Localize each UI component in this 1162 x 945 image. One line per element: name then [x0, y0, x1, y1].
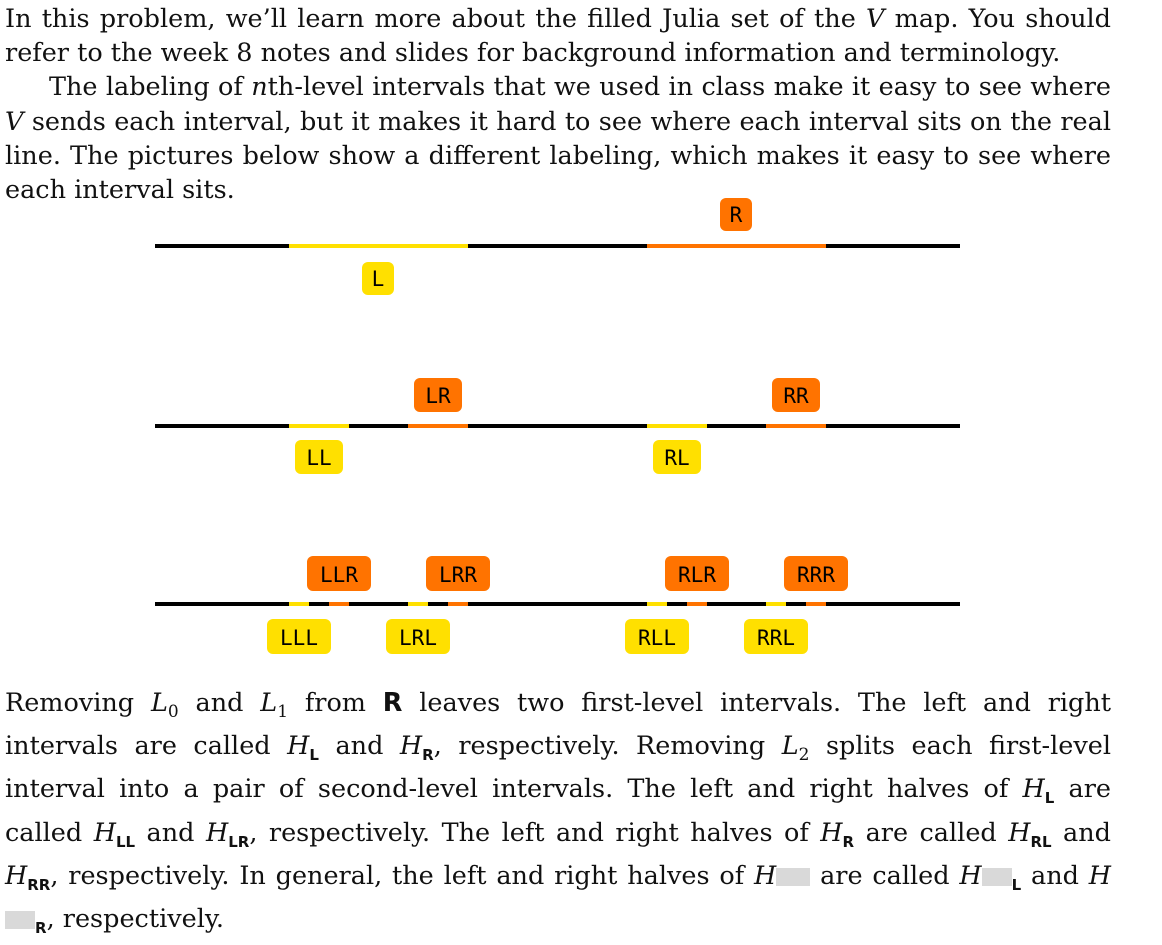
outro-text-5: and	[335, 731, 384, 762]
label-LRR	[426, 556, 490, 591]
label-RRR	[784, 556, 848, 591]
svg-text:RL: RL	[664, 446, 690, 470]
blank-placeholder	[776, 868, 810, 886]
label-RL	[653, 440, 701, 474]
label-LL	[295, 440, 343, 474]
svg-text:LL: LL	[306, 446, 332, 470]
outro-text-3: from	[304, 688, 366, 718]
svg-text:LRR: LRR	[439, 563, 477, 587]
label-LLL	[267, 619, 331, 654]
outro-text-12: and	[1063, 817, 1111, 848]
outro-text-8: are called	[5, 774, 1112, 848]
math-L0: $L_0$	[150, 688, 179, 722]
svg-text:RLR: RLR	[678, 563, 716, 587]
level-3-group	[155, 556, 960, 654]
svg-text:RR: RR	[783, 384, 809, 408]
label-R	[720, 198, 752, 231]
outro-text-7: splits each first-level interval into a pair of second-level intervals. The left and right halves of	[5, 731, 1112, 805]
svg-text:L: L	[371, 267, 385, 291]
outro-text-2: and	[195, 688, 244, 718]
intro-text-2a: The labeling of	[49, 72, 243, 103]
math-reals: R	[382, 688, 403, 718]
math-H-blank-L: H $_L$	[959, 860, 1022, 894]
math-L2: $L_2$	[781, 731, 810, 766]
intro-text-2b: th-level intervals that we used in class make it easy to see where	[267, 72, 1111, 103]
math-HL-2: $H_L$	[1022, 774, 1055, 808]
svg-text:RLL: RLL	[638, 626, 676, 650]
svg-text:R: R	[729, 203, 743, 227]
math-HR-2: $H_R$	[820, 817, 855, 851]
svg-text:RRR: RRR	[797, 563, 835, 587]
label-RLL	[625, 619, 689, 654]
blank-placeholder-R	[5, 911, 35, 929]
level-1-group	[155, 198, 960, 295]
math-HRR: $H_{RR}$	[5, 860, 51, 894]
svg-text:RRL: RRL	[757, 626, 795, 650]
math-H-blank-R: $H_R$	[5, 861, 1111, 934]
outro-text-10: , respectively. The left and right halves of	[249, 817, 809, 848]
label-LRL	[386, 619, 450, 654]
intro-text-1a: In this problem, we’ll learn more about the filled Julia set of the	[5, 4, 856, 34]
outro-text-15: and	[1031, 860, 1079, 891]
math-V-2: V	[5, 106, 24, 137]
outro-text-1: Removing	[5, 688, 135, 718]
math-L1: $L_1$	[260, 688, 289, 722]
math-V: V	[866, 4, 885, 34]
math-HRL: $H_{RL}$	[1008, 817, 1052, 851]
outro-text-4: leaves two first-level intervals. The left and right intervals are called	[5, 688, 1112, 762]
outro-text-16: , respectively.	[46, 904, 225, 935]
label-LLR	[307, 556, 371, 591]
math-HLL: $H_{LL}$	[93, 817, 136, 851]
math-HR: $H_R$	[399, 731, 434, 765]
label-L	[362, 262, 394, 295]
level-2-group	[155, 378, 960, 474]
svg-text:LRL: LRL	[399, 626, 437, 650]
label-RRL	[744, 619, 808, 654]
math-HL: $H_L$	[287, 731, 319, 765]
blank-placeholder-L	[982, 868, 1012, 886]
intro-text-1b: map. You should refer to the week 8 notes and slides for background information and terminology.	[5, 4, 1112, 69]
outro-text-6: , respectively. Removing	[433, 731, 766, 762]
outro-text-11: are called	[865, 817, 997, 848]
math-HLR: $H_{LR}$	[205, 817, 250, 851]
svg-text:LLL: LLL	[280, 626, 318, 650]
label-RLR	[665, 556, 729, 591]
svg-text:LLR: LLR	[320, 563, 358, 587]
intro-text-2c: sends each interval, but it makes it hard to see where each interval sits on the real line. The pictures below show a different labeling, which makes it easy to see where each interval sits.	[5, 106, 1111, 206]
math-H-blank: H	[754, 861, 810, 891]
outro-text-13: , respectively. In general, the left and right halves of	[50, 860, 745, 891]
math-n: n	[251, 72, 268, 103]
label-RR	[772, 378, 820, 412]
outro-text-14: are called	[820, 860, 950, 891]
outro-text-9: and	[146, 817, 195, 848]
svg-text:LR: LR	[425, 384, 451, 408]
label-LR	[414, 378, 462, 412]
outro-paragraph	[5, 686, 1111, 945]
